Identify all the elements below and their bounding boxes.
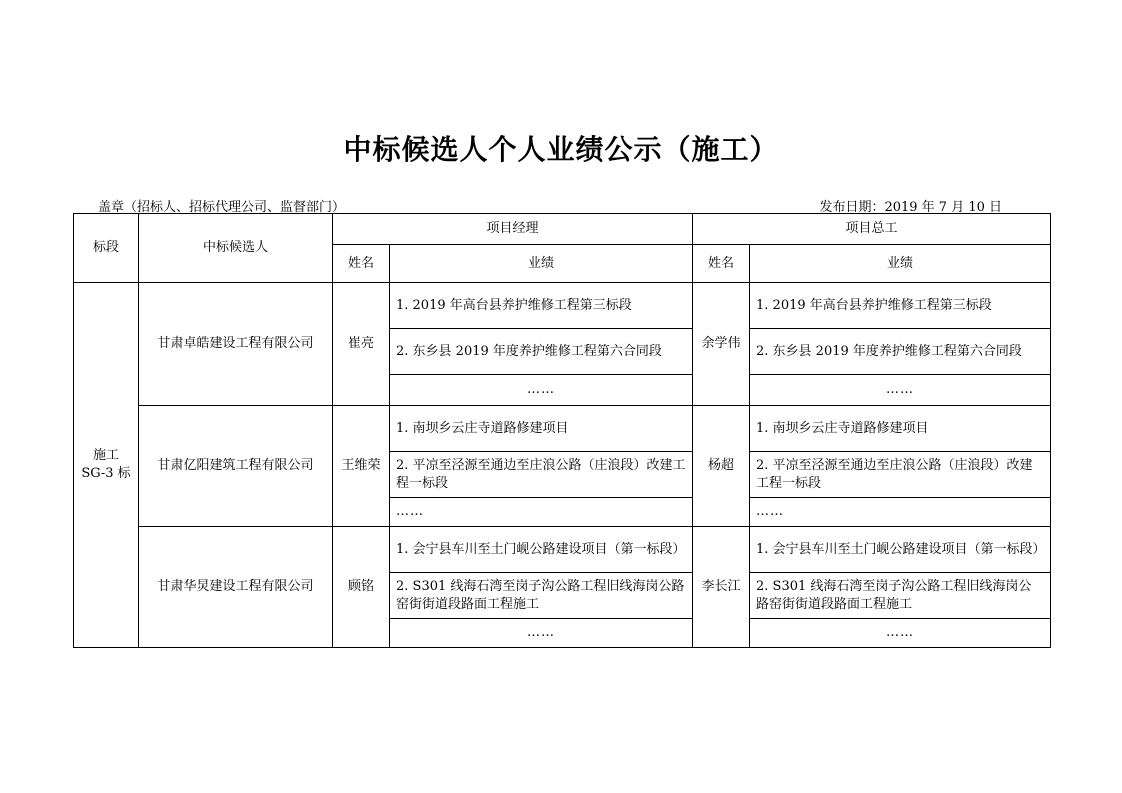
ce-name: 杨超 [693,406,750,527]
pm-performance-item: 2. S301 线海石湾至岗子沟公路工程旧线海岗公路窑街街道段路面工程施工 [390,573,693,619]
ce-performance-item: 2. 平凉至泾源至通边至庄浪公路（庄浪段）改建工程一标段 [750,452,1051,498]
pm-performance-more: …… [390,375,693,406]
header-pm-group: 项目经理 [333,214,693,245]
ce-name: 李长江 [693,527,750,648]
header-ce-group: 项目总工 [693,214,1051,245]
ce-performance-more: …… [750,619,1051,648]
pm-performance-item: 2. 东乡县 2019 年度养护维修工程第六合同段 [390,329,693,375]
stamp-label: 盖章（招标人、招标代理公司、监督部门） [98,200,346,215]
segment-cell [74,283,139,648]
header-ce-performance: 业绩 [750,245,1051,283]
segment-line1: 施工 [92,448,119,463]
page-title: 中标候选人个人业绩公示（施工） [343,133,779,166]
ce-performance-item: 2. 东乡县 2019 年度养护维修工程第六合同段 [750,329,1051,375]
pm-name: 崔亮 [333,283,390,406]
table-header-row [74,214,1051,245]
header-pm-performance: 业绩 [390,245,693,283]
pm-name: 王维荣 [333,406,390,527]
pm-performance-item: 1. 南坝乡云庄寺道路修建项目 [390,406,693,452]
table-row [74,527,1051,573]
header-segment: 标段 [74,214,139,283]
header-pm-name: 姓名 [333,245,390,283]
performance-table [73,213,1051,648]
pm-performance-item: 1. 会宁县车川至土门岘公路建设项目（第一标段） [390,527,693,573]
ce-performance-item: 1. 会宁县车川至土门岘公路建设项目（第一标段） [750,527,1051,573]
candidate-company: 甘肃卓皓建设工程有限公司 [139,283,333,406]
ce-performance-more: …… [750,375,1051,406]
pm-name: 顾铭 [333,527,390,648]
ce-performance-more: …… [750,498,1051,527]
ce-performance-item: 1. 2019 年高台县养护维修工程第三标段 [750,283,1051,329]
header-candidate: 中标候选人 [139,214,333,283]
ce-performance-item: 2. S301 线海石湾至岗子沟公路工程旧线海岗公路窑街街道段路面工程施工 [750,573,1051,619]
pm-performance-more: …… [390,619,693,648]
header-ce-name: 姓名 [693,245,750,283]
pm-performance-item: 1. 2019 年高台县养护维修工程第三标段 [390,283,693,329]
pm-performance-item: 2. 平凉至泾源至通边至庄浪公路（庄浪段）改建工程一标段 [390,452,693,498]
segment-line2: SG-3 标 [81,466,131,481]
candidate-company: 甘肃华炅建设工程有限公司 [139,527,333,648]
pm-performance-more: …… [390,498,693,527]
publish-date: 发布日期：2019 年 7 月 10 日 [819,200,1002,215]
candidate-company: 甘肃亿阳建筑工程有限公司 [139,406,333,527]
table-row [74,283,1051,329]
table-row [74,406,1051,452]
ce-name: 余学伟 [693,283,750,406]
ce-performance-item: 1. 南坝乡云庄寺道路修建项目 [750,406,1051,452]
